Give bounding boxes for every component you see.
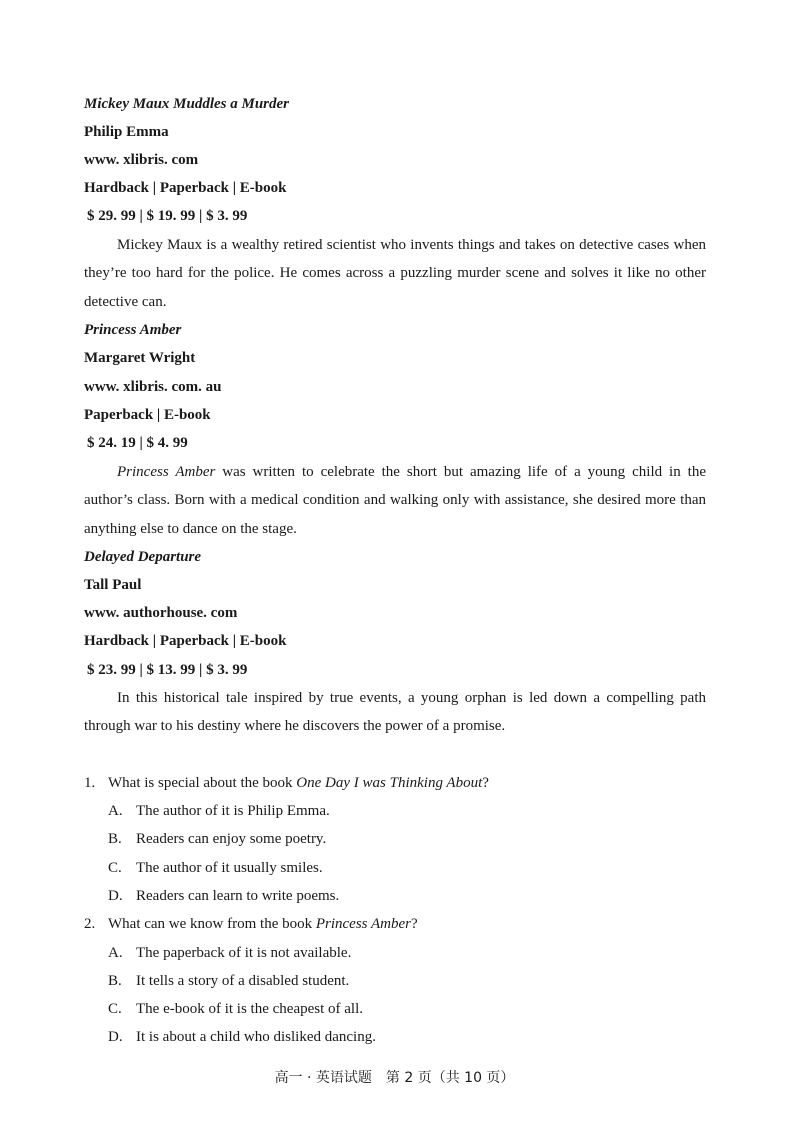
book-author: Margaret Wright: [84, 350, 196, 366]
option-letter: C.: [108, 860, 122, 876]
question-number: 1.: [84, 775, 96, 791]
option-letter: D.: [108, 1029, 123, 1045]
option-text: It tells a story of a disabled student.: [136, 973, 350, 989]
book-website: www. xlibris. com. au: [84, 379, 222, 395]
question-stem: [84, 914, 418, 934]
book-title: Princess Amber: [84, 322, 182, 338]
option-text: Readers can enjoy some poetry.: [136, 831, 327, 847]
option-letter: C.: [108, 1001, 122, 1017]
option-letter: D.: [108, 888, 123, 904]
book-formats: Hardback | Paperback | E-book: [84, 633, 287, 649]
option-letter: A.: [108, 803, 123, 819]
book-prices: $ 24. 19 | $ 4. 99: [87, 435, 188, 451]
book-title: Mickey Maux Muddles a Murder: [84, 96, 290, 112]
book-description: In this historical tale inspired by true events, a young orphan is led down a compelling path through war to his destiny where he discovers the power of a promise.: [84, 690, 706, 735]
answer-option[interactable]: [108, 858, 323, 878]
book-website: www. authorhouse. com: [84, 605, 238, 621]
page-footer: [0, 1068, 789, 1088]
option-text: The paperback of it is not available.: [136, 945, 352, 961]
question-mark: ?: [411, 916, 418, 932]
book-description: Mickey Maux is a wealthy retired scientist who invents things and takes on detective cases when they’re too hard for the police. He comes across a puzzling murder scene and solves it like no other detective can.: [84, 237, 706, 310]
option-letter: B.: [108, 973, 122, 989]
answer-option[interactable]: [108, 801, 330, 821]
book-description-text: was written to celebrate the short but amazing life of a young child in the author’s class. Born with a medical condition and walking only with assistance, she desired more than anything else to dance on the stage.: [84, 464, 706, 537]
option-letter: B.: [108, 831, 122, 847]
question-mark: ?: [482, 775, 489, 791]
book-formats: Hardback | Paperback | E-book: [84, 180, 287, 196]
answer-option[interactable]: [108, 886, 339, 906]
answer-option[interactable]: [108, 999, 363, 1019]
option-text: The author of it usually smiles.: [136, 860, 323, 876]
option-text: It is about a child who disliked dancing.: [136, 1029, 376, 1045]
book-formats: Paperback | E-book: [84, 407, 211, 423]
answer-option[interactable]: [108, 829, 326, 849]
question-text: What can we know from the book: [108, 916, 316, 932]
question-text: What is special about the book: [108, 775, 297, 791]
book-author: Tall Paul: [84, 577, 142, 593]
option-text: The author of it is Philip Emma.: [136, 803, 330, 819]
book-author: Philip Emma: [84, 124, 169, 140]
page-number-label: 高一 · 英语试题 第 2 页（共 10 页）: [274, 1070, 515, 1086]
book-description-title: Princess Amber: [117, 464, 216, 480]
answer-option[interactable]: [108, 943, 351, 963]
question-book-title: Princess Amber: [315, 916, 411, 932]
option-text: Readers can learn to write poems.: [136, 888, 340, 904]
option-letter: A.: [108, 945, 123, 961]
option-text: The e-book of it is the cheapest of all.: [136, 1001, 364, 1017]
book-prices: $ 23. 99 | $ 13. 99 | $ 3. 99: [87, 662, 248, 678]
question-stem: [84, 773, 489, 793]
question-number: 2.: [84, 916, 96, 932]
answer-option[interactable]: [108, 971, 349, 991]
book-prices: $ 29. 99 | $ 19. 99 | $ 3. 99: [87, 208, 248, 224]
book-title: Delayed Departure: [84, 549, 202, 565]
book-website: www. xlibris. com: [84, 152, 199, 168]
question-book-title: One Day I was Thinking About: [296, 775, 483, 791]
answer-option[interactable]: [108, 1027, 376, 1047]
book-description: [84, 458, 706, 543]
